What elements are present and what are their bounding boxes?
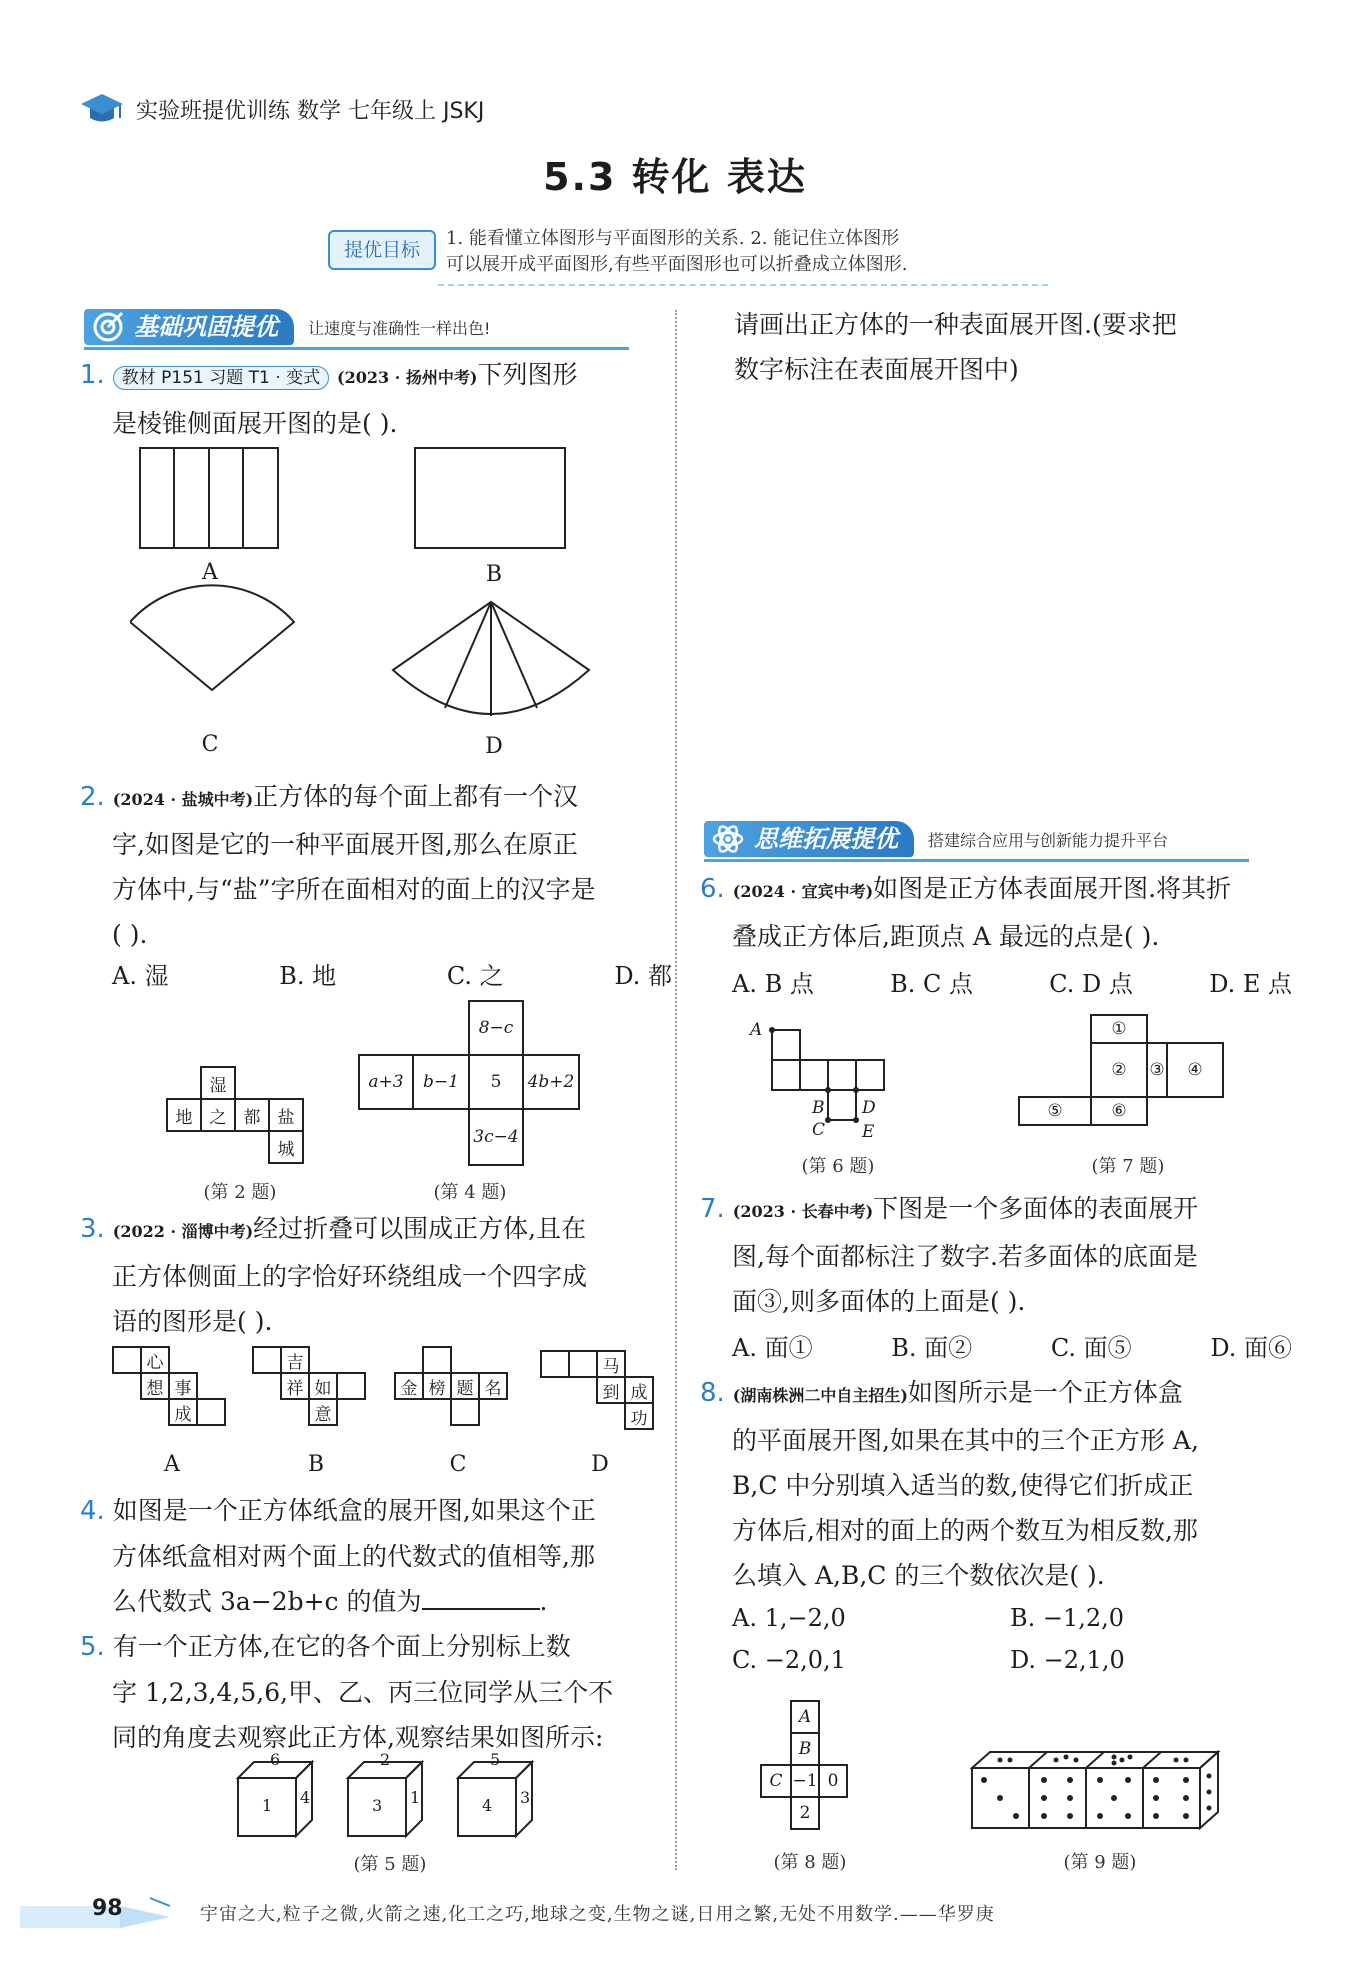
- q2-option-a: A. 湿: [112, 962, 169, 990]
- q1-label-b: B: [485, 562, 503, 587]
- q9-caption: (第 9 题): [1063, 1852, 1137, 1873]
- page-title: 5.3 转化 表达: [543, 155, 807, 199]
- q3-net-cell: [568, 1350, 598, 1378]
- question-6: [700, 866, 1300, 959]
- q8-line-4: 方体后,相对的面上的两个数互为相反数,那: [732, 1516, 1198, 1545]
- q3-net-cell: [112, 1346, 142, 1374]
- q1-textbook-chip: 教材 P151 习题 T1 · 变式: [113, 366, 329, 390]
- q7-option-c: C. 面⑤: [1050, 1334, 1132, 1362]
- q3-net-cell: 祥: [280, 1372, 310, 1400]
- q5-cube-top: 6: [270, 1750, 281, 1769]
- q4-number: 4.: [80, 1496, 105, 1526]
- question-1: [80, 352, 670, 446]
- section-extend-name: 思维拓展提优: [754, 825, 898, 853]
- q4-net-cell: 5: [468, 1054, 524, 1110]
- q6-line-1: 如图是正方体表面展开图.将其折: [873, 874, 1232, 903]
- q8-net-cell: −1: [790, 1764, 820, 1798]
- q6-option-a: A. B 点: [732, 970, 814, 998]
- q8-net: [754, 1700, 864, 1840]
- q5-cube-labels: [234, 1750, 574, 1846]
- goal-tag: 提优目标: [328, 230, 436, 270]
- q2-caption: (第 2 题): [203, 1182, 277, 1203]
- q7-option-b: B. 面②: [891, 1334, 973, 1362]
- q5-cube-side: 1: [410, 1788, 421, 1807]
- q3-net-d: [540, 1350, 670, 1446]
- goal-box: [328, 226, 1040, 286]
- q2-line-2: 字,如图是它的一种平面展开图,那么在原正: [112, 830, 578, 859]
- question-5-continued: [734, 302, 1314, 392]
- q3-net-cell: [422, 1346, 452, 1374]
- q3-net-cell: 题: [450, 1372, 480, 1400]
- section-basic: [84, 306, 490, 348]
- q3-label-b: B: [307, 1452, 325, 1477]
- q7-source: (2023 · 长春中考): [732, 1202, 874, 1221]
- q2-net-cell: 盐: [268, 1098, 304, 1132]
- q1-line-2: 是棱锥侧面展开图的是( ).: [112, 409, 398, 438]
- q3-net-cell: 榜: [422, 1372, 452, 1400]
- q1-number: 1.: [80, 360, 105, 390]
- q3-net-cell: 金: [394, 1372, 424, 1400]
- q8-net-cell: 2: [790, 1796, 820, 1830]
- q2-line-3: 方体中,与“盐”字所在面相对的面上的汉字是: [112, 875, 596, 904]
- q3-label-a: A: [164, 1452, 180, 1477]
- q8-source: (湖南株洲二中自主招生): [732, 1386, 908, 1405]
- q8-option-a: A. 1,−2,0: [732, 1604, 846, 1632]
- page-footer: [0, 1890, 1350, 1950]
- q5-cube-front: 4: [482, 1796, 493, 1815]
- q7-options: [732, 1328, 1292, 1363]
- q4-net: [358, 1000, 580, 1168]
- q3-net-cell: 名: [478, 1372, 508, 1400]
- q3-net-cell: 吉: [280, 1346, 310, 1374]
- running-header: [80, 92, 484, 126]
- q6-options: [732, 964, 1292, 999]
- q7-net-cell: ⑥: [1090, 1096, 1148, 1126]
- q5b-line-2: 数字标注在表面展开图中): [734, 355, 1019, 384]
- q2-net: [166, 1066, 302, 1170]
- q3-net-c: [394, 1346, 524, 1442]
- q4-net-cell: 4b+2: [522, 1054, 580, 1110]
- q7-net-cell: ①: [1090, 1014, 1148, 1044]
- q3-net-cell: [450, 1398, 480, 1426]
- q5-cube-side: 4: [300, 1788, 311, 1807]
- q6-number: 6.: [700, 874, 725, 904]
- q5b-line-1: 请画出正方体的一种表面展开图.(要求把: [734, 310, 1177, 339]
- q6-point-label: B: [812, 1098, 825, 1118]
- q5-cube-front: 1: [262, 1796, 273, 1815]
- q6-point-label: C: [812, 1120, 826, 1140]
- q8-line-1: 如图所示是一个正方体盒: [907, 1378, 1183, 1407]
- q5-line-3: 同的角度去观察此正方体,观察结果如图所示:: [112, 1723, 604, 1752]
- section-basic-line: [84, 347, 629, 350]
- q1-figure-c: [130, 585, 294, 690]
- q7-net-cell: ⑤: [1018, 1096, 1092, 1126]
- atom-icon: [712, 823, 744, 855]
- question-4: [80, 1488, 670, 1624]
- question-7: [700, 1186, 1300, 1324]
- q3-line-2: 正方体侧面上的字恰好环绕组成一个四字成: [112, 1262, 588, 1291]
- q3-net-cell: 到: [596, 1376, 626, 1404]
- question-2: [80, 774, 670, 957]
- q6-point-label: A: [750, 1020, 763, 1040]
- q8-line-3: B,C 中分别填入适当的数,使得它们折成正: [732, 1471, 1194, 1500]
- q3-net-cell: 心: [140, 1346, 170, 1374]
- q4-line-3: 么代数式 3a−2b+c 的值为: [112, 1587, 422, 1616]
- question-8: [700, 1370, 1300, 1598]
- q3-net-cell: 成: [624, 1376, 654, 1404]
- dice-pips: [981, 1755, 1212, 1820]
- q8-option-b: B. −1,2,0: [1010, 1604, 1125, 1632]
- q4-net-cell: 8−c: [468, 1000, 524, 1056]
- q6-line-2: 叠成正方体后,距顶点 A 最远的点是( ).: [732, 922, 1160, 951]
- q1-figure-d: [393, 602, 589, 716]
- q6-point-label: D: [862, 1098, 876, 1118]
- q4-answer-blank[interactable]: [422, 1584, 540, 1610]
- section-extend-subtitle: 搭建综合应用与创新能力提升平台: [928, 830, 1169, 850]
- section-extend: [704, 818, 1168, 860]
- q1-label-c: C: [201, 732, 219, 757]
- q5-line-1: 有一个正方体,在它的各个面上分别标上数: [112, 1632, 571, 1661]
- section-basic-subtitle: 让速度与准确性一样出色!: [308, 318, 491, 338]
- q6-point-labels: [750, 1020, 920, 1150]
- q7-line-1: 下图是一个多面体的表面展开: [873, 1194, 1199, 1223]
- q3-label-d: D: [591, 1452, 609, 1477]
- q3-net-b: [252, 1346, 382, 1442]
- q9-dice: [970, 1746, 1232, 1840]
- q6-option-c: C. D 点: [1049, 970, 1133, 998]
- q7-number: 7.: [700, 1194, 725, 1224]
- q2-number: 2.: [80, 782, 105, 812]
- q5-cube-top: 5: [490, 1750, 501, 1769]
- q3-net-cell: 功: [624, 1402, 654, 1430]
- goal-line-2: 可以展开成平面图形,有些平面图形也可以折叠成立体图形.: [446, 254, 908, 275]
- q1-label-d: D: [485, 734, 503, 759]
- q8-net-cell: 0: [818, 1764, 848, 1798]
- q5-line-2: 字 1,2,3,4,5,6,甲、乙、丙三位同学从三个不: [112, 1678, 614, 1707]
- q3-net-cell: 事: [168, 1372, 198, 1400]
- q7-net-cell: ③: [1146, 1042, 1168, 1098]
- target-icon: [92, 311, 124, 343]
- q2-options: [112, 956, 672, 991]
- q4-caption: (第 4 题): [433, 1182, 507, 1203]
- q2-source: (2024 · 盐城中考): [112, 790, 254, 809]
- q3-net-cell: [252, 1346, 282, 1374]
- section-extend-badge: [704, 821, 914, 857]
- q8-line-2: 的平面展开图,如果在其中的三个正方形 A,: [732, 1426, 1199, 1455]
- q2-line-1: 正方体的每个面上都有一个汉: [253, 782, 579, 811]
- footer-quote: 宇宙之大,粒子之微,火箭之速,化工之巧,地球之变,生物之谜,日用之繁,无处不用数学.——华罗庚: [200, 1904, 995, 1925]
- q2-option-d: D. 都: [614, 962, 672, 990]
- q6-point-label: E: [862, 1122, 875, 1142]
- column-divider: [675, 310, 677, 1870]
- q8-line-5: 么填入 A,B,C 的三个数依次是( ).: [732, 1561, 1105, 1590]
- q1-line-1: 下列图形: [477, 360, 578, 389]
- q8-net-cell: C: [760, 1764, 792, 1798]
- q3-label-c: C: [449, 1452, 467, 1477]
- q1-label-a: A: [202, 560, 218, 585]
- q4-line-1: 如图是一个正方体纸盒的展开图,如果这个正: [112, 1496, 596, 1525]
- section-extend-line: [704, 859, 1249, 862]
- q4-net-cell: 3c−4: [468, 1108, 524, 1166]
- q7-option-d: D. 面⑥: [1210, 1334, 1292, 1362]
- graduation-cap-icon: [80, 92, 124, 126]
- q3-net-cell: 意: [308, 1398, 338, 1426]
- q8-net-cell: B: [790, 1732, 820, 1766]
- q2-line-4: ( ).: [112, 920, 148, 949]
- q5-cube-top: 2: [380, 1750, 391, 1769]
- q8-options: [732, 1604, 1292, 1674]
- q3-net-cell: [196, 1398, 226, 1426]
- q3-net-cell: 想: [140, 1372, 170, 1400]
- goal-text: [446, 226, 1046, 278]
- q3-net-cell: [336, 1372, 366, 1400]
- q1-source: (2023 · 扬州中考): [337, 368, 478, 387]
- q3-net-cell: 马: [596, 1350, 626, 1378]
- question-5: [80, 1624, 670, 1760]
- goal-divider: [438, 284, 1048, 286]
- q2-option-c: C. 之: [446, 962, 504, 990]
- header-text: 实验班提优训练 数学 七年级上 JSKJ: [136, 98, 485, 124]
- page-number: 98: [92, 1896, 123, 1921]
- q2-net-cell: 地: [166, 1098, 202, 1132]
- q7-net: [1018, 1014, 1238, 1144]
- q4-line-end: .: [539, 1587, 548, 1616]
- q5-caption: (第 5 题): [353, 1854, 427, 1875]
- q3-source: (2022 · 淄博中考): [112, 1222, 254, 1241]
- q7-net-cell: ②: [1090, 1042, 1148, 1098]
- q7-net-cell: ④: [1166, 1042, 1224, 1098]
- question-3: [80, 1206, 670, 1344]
- q5-cube-front: 3: [372, 1796, 383, 1815]
- section-basic-badge: [84, 309, 294, 345]
- q3-net-cell: [540, 1350, 570, 1378]
- q2-net-cell: 城: [268, 1130, 304, 1164]
- q3-net-a: [112, 1346, 242, 1442]
- q2-net-cell: 都: [234, 1098, 270, 1132]
- q8-caption: (第 8 题): [773, 1852, 847, 1873]
- q4-net-cell: b−1: [412, 1054, 470, 1110]
- q7-option-a: A. 面①: [732, 1334, 813, 1362]
- q8-option-c: C. −2,0,1: [732, 1646, 846, 1674]
- q4-line-2: 方体纸盒相对两个面上的代数式的值相等,那: [112, 1542, 595, 1571]
- q2-net-cell: 湿: [200, 1066, 236, 1100]
- q6-source: (2024 · 宜宾中考): [732, 882, 874, 901]
- q6-option-b: B. C 点: [890, 970, 974, 998]
- q4-net-cell: a+3: [358, 1054, 414, 1110]
- q1-figures: [130, 440, 610, 770]
- q1-figure-a: [140, 448, 278, 548]
- section-basic-name: 基础巩固提优: [134, 313, 278, 341]
- q6-option-d: D. E 点: [1209, 970, 1292, 998]
- goal-line-1: 1. 能看懂立体图形与平面图形的关系. 2. 能记住立体图形: [446, 228, 900, 249]
- q2-option-b: B. 地: [279, 962, 337, 990]
- q3-net-cell: 成: [168, 1398, 198, 1426]
- q7-line-2: 图,每个面都标注了数字.若多面体的底面是: [732, 1242, 1198, 1271]
- q3-line-3: 语的图形是( ).: [112, 1307, 273, 1336]
- q1-figure-b: [415, 448, 565, 548]
- q8-option-d: D. −2,1,0: [1010, 1646, 1125, 1674]
- q2-net-cell: 之: [200, 1098, 236, 1132]
- q7-caption: (第 7 题): [1091, 1156, 1165, 1177]
- q8-number: 8.: [700, 1378, 725, 1408]
- q5-cube-side: 3: [520, 1788, 531, 1807]
- q3-line-1: 经过折叠可以围成正方体,且在: [253, 1214, 587, 1243]
- q3-net-cell: 如: [308, 1372, 338, 1400]
- q7-line-3: 面③,则多面体的上面是( ).: [732, 1287, 1026, 1316]
- q6-caption: (第 6 题): [801, 1156, 875, 1177]
- q5-number: 5.: [80, 1632, 105, 1662]
- q3-number: 3.: [80, 1214, 105, 1244]
- q8-net-cell: A: [790, 1700, 820, 1734]
